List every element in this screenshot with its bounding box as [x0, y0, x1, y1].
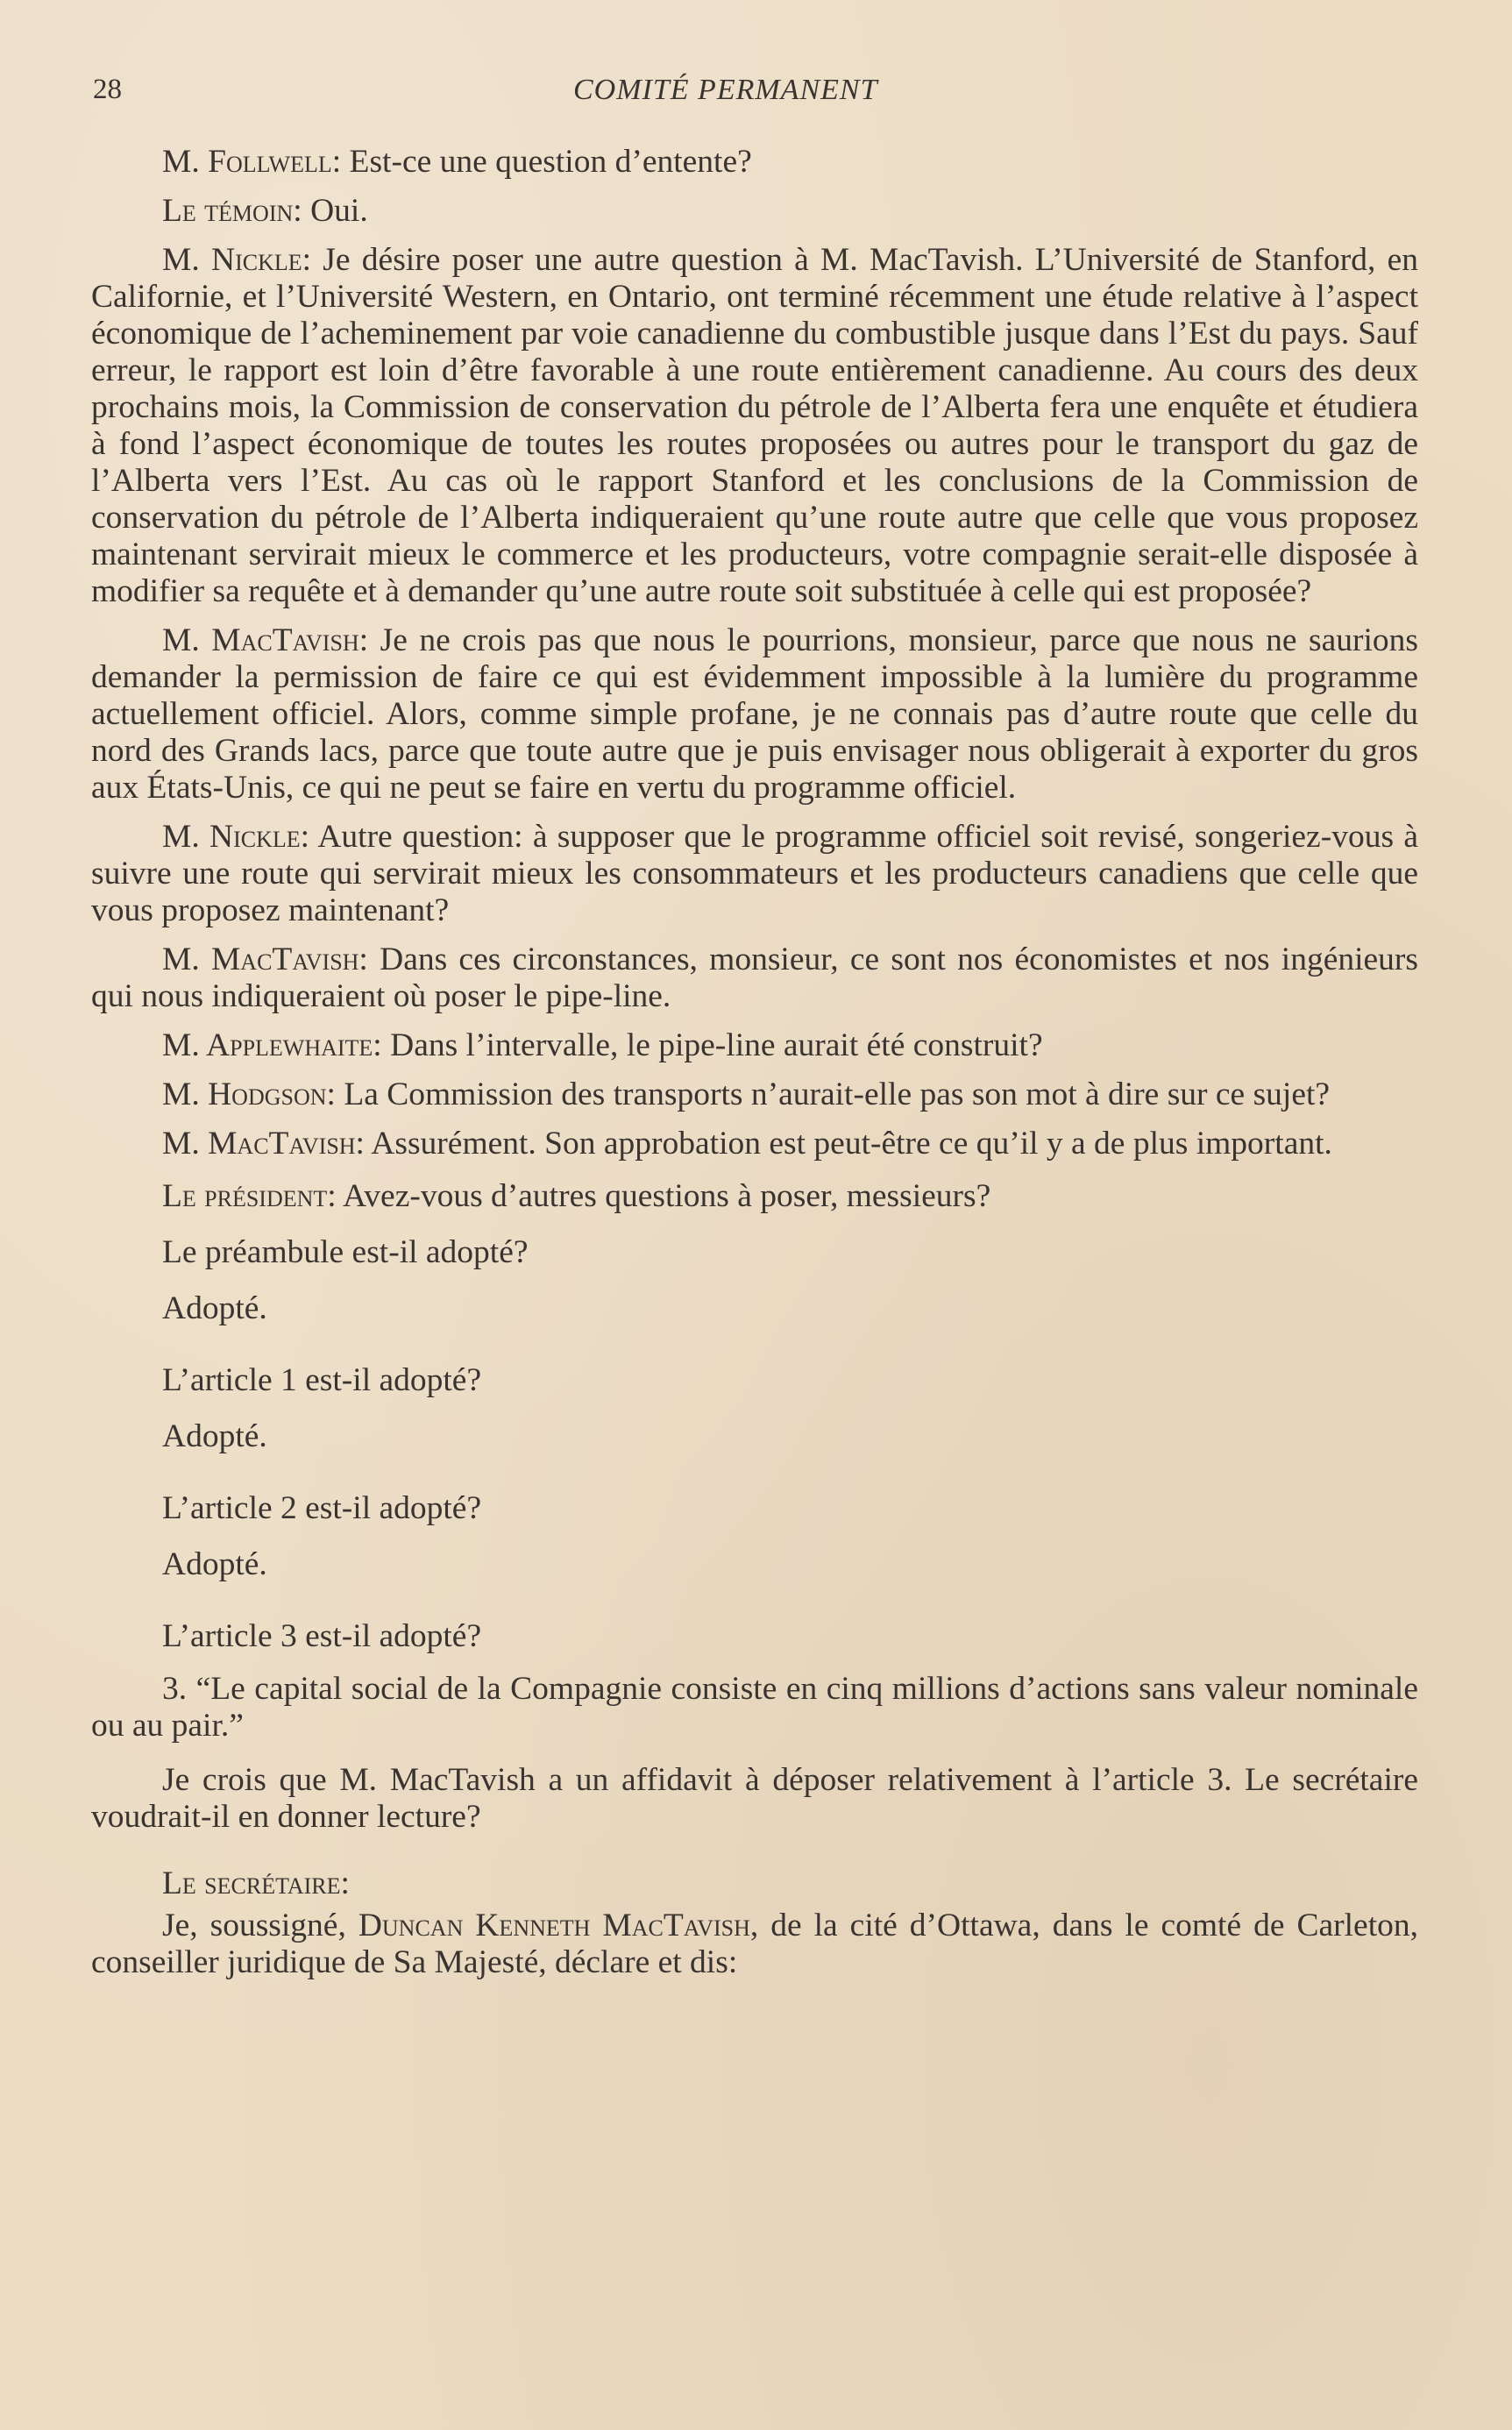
paragraph-text: Je désire poser une autre question à M. MacTavish. L’Université de Stanford, en Californie, et l’Université Western, en Ontario, ont terminé récemment une étude relative à l’aspect économique de l’acheminement par voie canadienne du combustible jusque dans l’Est du pays. Sauf erreur, le rapport est loin d’être favorable à une route entièrement canadienne. Au cours des deux prochains mois, la Commission de conservation du pétrole de l’Alberta fera une enquête et étudiera à fond l’aspect économique de toutes les routes proposées ou autres pour le transport du gaz de l’Alberta vers l’Est. Au cas où le rapport Stanford et les conclusions de la Commission de conservation du pétrole de l’Alberta indiqueraient qu’une route autre que celle que vous proposez maintenant servirait mieux le commerce et les producteurs, votre compagnie serait-elle disposée à modifier sa requête et à demander qu’une autre route soit substituée à celle qui est proposée? — [91, 242, 1418, 609]
page-number: 28 — [93, 74, 122, 105]
procedure-line: Adopté. — [162, 1290, 267, 1326]
body-text — [91, 144, 1418, 1993]
speaker-name: M. MacTavish: — [162, 1126, 365, 1162]
secretary-label: Le secrétaire: — [162, 1865, 350, 1901]
speaker-name: M. Applewhaite: — [162, 1027, 382, 1063]
affidavit-intro: Je crois que M. MacTavish a un affidavit à déposer relativement à l’article 3. Le secrétaire voudrait-il en donner lecture? — [91, 1762, 1418, 1835]
procedure-line: Le préambule est-il adopté? — [162, 1234, 529, 1270]
paragraph-nickle-2 — [91, 819, 1418, 929]
paragraph-text: Est-ce une question d’entente? — [341, 144, 752, 180]
paragraph-mactavish-2 — [91, 941, 1418, 1015]
running-title: COMITÉ PERMANENT — [573, 74, 878, 106]
declaration-text — [91, 1908, 1418, 1981]
paragraph-text: Dans l’intervalle, le pipe-line aurait été construit? — [381, 1027, 1043, 1063]
paragraph-follwell — [91, 144, 1418, 181]
paragraph-text: Oui. — [302, 193, 368, 229]
paragraph-text: Avez-vous d’autres questions à poser, messieurs? — [336, 1178, 991, 1214]
paragraph-hodgson — [91, 1076, 1418, 1113]
speaker-name: M. Nickle: — [162, 819, 310, 855]
paragraph-applewhaite — [91, 1027, 1418, 1064]
speaker-name: M. Nickle: — [162, 242, 312, 278]
page-header — [93, 74, 1416, 117]
speaker-name: Le témoin: — [162, 193, 302, 229]
declaration-start: Je, soussigné, — [162, 1908, 358, 1943]
procedure-line: L’article 3 est-il adopté? — [162, 1618, 482, 1654]
paragraph-president — [91, 1178, 1418, 1215]
procedure-line: Adopté. — [162, 1418, 267, 1454]
paragraph-nickle-1 — [91, 242, 1418, 610]
procedure-line: Adopté. — [162, 1546, 267, 1582]
paragraph-temoin — [91, 193, 1418, 230]
paragraph-text: Je ne crois pas que nous le pourrions, monsieur, parce que nous ne saurions demander la permission de faire ce qui est évidemment impossible à la lumière du programme actuellement officiel. Alors, comme simple profane, je ne connais pas d’autre route que celle du nord des Grands lacs, parce que toute autre que je puis envisager nous obligerait à exporter du gros aux États-Unis, ce qui ne peut se faire en vertu du programme officiel. — [91, 622, 1418, 806]
speaker-name: Le président: — [162, 1178, 337, 1214]
declarant-name: Duncan Kenneth MacTavish — [358, 1908, 750, 1943]
paragraph-text: La Commission des transports n’aurait-elle pas son mot à dire sur ce sujet? — [335, 1076, 1331, 1112]
paragraph-text: Dans ces circonstances, monsieur, ce sont nos économistes et nos ingénieurs qui nous indiqueraient où poser le pipe-line. — [91, 941, 1418, 1014]
declaration-end: , de la cité d’Ottawa, dans le comté de Carleton, conseiller juridique de Sa Majesté, déclare et dis: — [91, 1908, 1418, 1980]
paragraph-mactavish-3 — [91, 1126, 1418, 1162]
speaker-name: M. Follwell: — [162, 144, 342, 180]
paragraph-mactavish-1 — [91, 622, 1418, 806]
speaker-name: M. Hodgson: — [162, 1076, 336, 1112]
paragraph-text: Autre question: à supposer que le programme officiel soit revisé, songeriez-vous à suivre une route qui servirait mieux les consommateurs et les producteurs canadiens que celle que vous proposez maintenant? — [91, 819, 1418, 928]
speaker-name: M. MacTavish: — [162, 622, 369, 658]
procedure-line: L’article 2 est-il adopté? — [162, 1490, 482, 1526]
paragraph-text: Assurément. Son approbation est peut-être ce qu’il y a de plus important. — [364, 1126, 1332, 1162]
article-3-text: 3. “Le capital social de la Compagnie consiste en cinq millions d’actions sans valeur nominale ou au pair.” — [91, 1671, 1418, 1744]
procedure-line: L’article 1 est-il adopté? — [162, 1362, 482, 1398]
speaker-name: M. MacTavish: — [162, 941, 368, 977]
